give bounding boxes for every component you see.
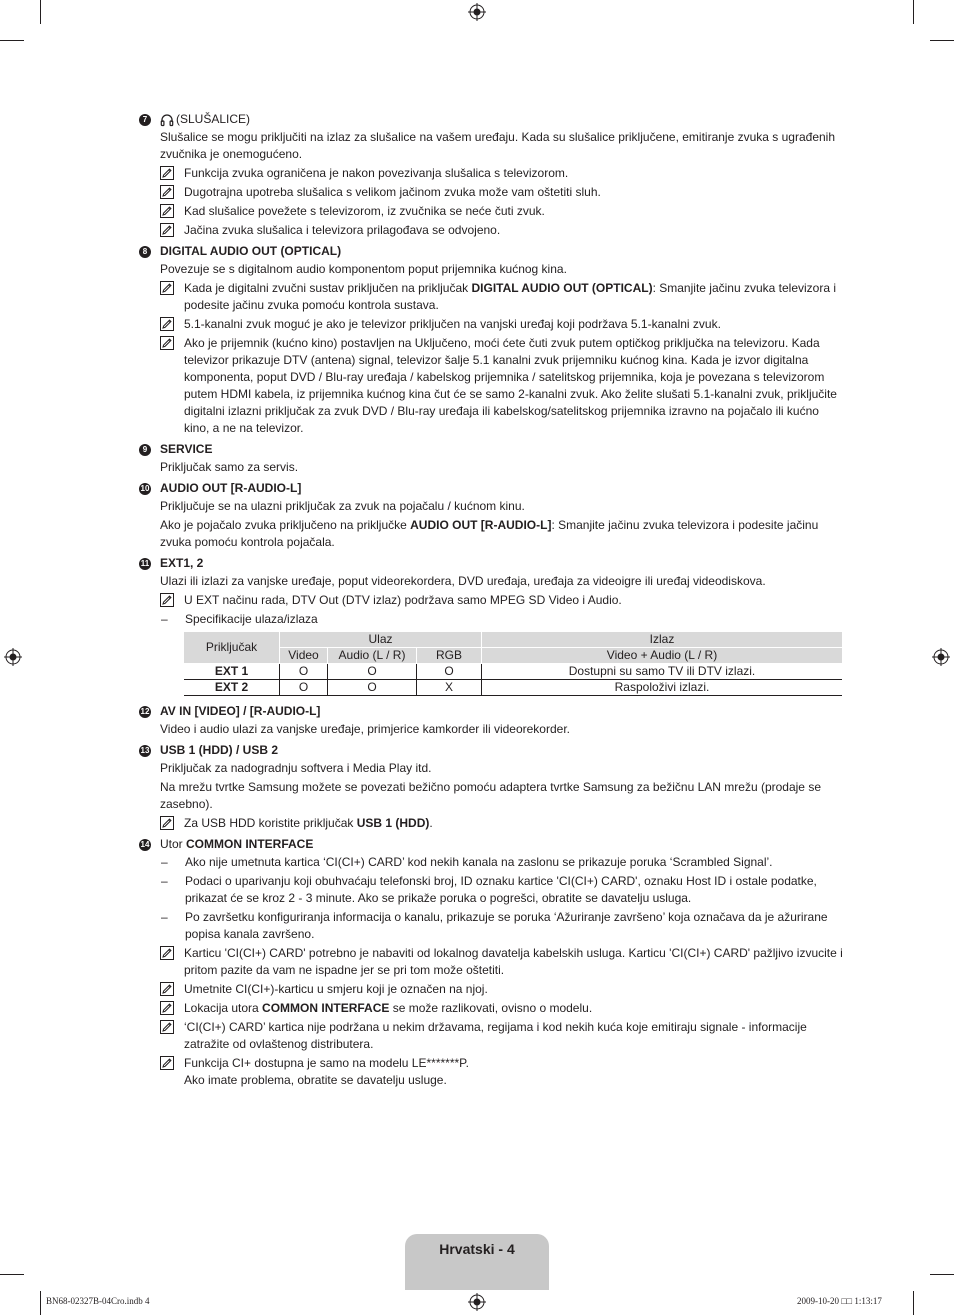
text: Po završetku konfiguriranja informacija o kanalu, prikazuje se poruka ‘Ažuriranje završeno’ koja označava da je ažurirane popisa kanala završeno.: [185, 910, 828, 941]
section-heading: [139, 741, 843, 760]
note-text: [184, 165, 568, 182]
dash-text: [185, 854, 773, 871]
section-number-badge: 9: [139, 444, 151, 456]
registration-mark-icon: [468, 3, 486, 21]
paragraph: [160, 459, 843, 476]
section-heading: [139, 242, 843, 261]
section-title: EXT1, 2: [160, 556, 204, 570]
paragraph: [160, 517, 843, 551]
note-text: [184, 945, 843, 979]
crop-mark: [40, 0, 41, 24]
text-post: .: [429, 816, 433, 830]
section-title: DIGITAL AUDIO OUT (OPTICAL): [160, 244, 342, 258]
note-text: [184, 1055, 469, 1089]
text-bold: AUDIO OUT [R-AUDIO-L]: [410, 518, 552, 532]
section: [139, 554, 843, 696]
paragraph: [160, 129, 843, 163]
note-icon: [160, 1020, 174, 1034]
text: Specifikacije ulaza/izlaza: [185, 612, 318, 626]
note-item: [160, 981, 843, 998]
crop-mark: [913, 1291, 914, 1315]
headphone-icon: [160, 113, 174, 127]
table-cell-out: Dostupni su samo TV ili DTV izlazi.: [482, 664, 843, 680]
note-icon: [160, 223, 174, 237]
text: Ulazi ili izlazi za vanjske uređaje, poput videorekordera, DVD uređaja, uređaja za videoigre ili uređaj videodiskova.: [160, 574, 766, 588]
section: [139, 110, 843, 239]
dash-text: [185, 873, 843, 907]
text: 5.1-kanalni zvuk moguć je ako je televizor priključen na vanjski uređaj koji podržava 5.1-kanalni zvuk.: [184, 317, 721, 331]
note-icon: [160, 204, 174, 218]
table-cell-out: Raspoloživi izlazi.: [482, 680, 843, 696]
section-heading: [139, 835, 843, 854]
note-text: [184, 184, 601, 201]
note-item: [160, 203, 843, 220]
text: Ako nije umetnuta kartica ‘CI(CI+) CARD’ kod nekih kanala na zaslonu se prikazuje poruka ‘Scrambled Signal’.: [185, 855, 773, 869]
text-post: se može razlikovati, ovisno o modelu.: [389, 1001, 593, 1015]
note-text: [184, 222, 500, 239]
note-item: [160, 335, 843, 437]
note-icon: [160, 816, 174, 830]
section-heading: [139, 440, 843, 459]
note-icon: [160, 593, 174, 607]
col-input: Ulaz: [280, 632, 482, 648]
dash-bullet: –: [161, 874, 168, 888]
section-title: AV IN [VIDEO] / [R-AUDIO-L]: [160, 704, 321, 718]
note-icon: [160, 166, 174, 180]
col-connector: Priključak: [184, 632, 280, 664]
text-pre: Ako je pojačalo zvuka priključeno na priključke: [160, 518, 411, 532]
note-item: [160, 280, 843, 314]
text: Slušalice se mogu priključiti na izlaz za slušalice na vašem uređaju. Kada su slušalice priključene, emitiranje zvuka s ugrađenih zvučnika je onemogućeno.: [160, 130, 835, 161]
text: Ako je prijemnik (kućno kino) postavljen na Uključeno, moći ćete čuti zvuk putem optičkog priključka na televizoru. Kada televizor prikazuje DTV (antena) signal, televizor šalje 5.1 kanalni zvuk prijemniku kućnog kina. Kada je izvor digitalna komponenta, poput DVD / Blu-ray uređaja / kabelskog prijemnika / satelitskog prijemnika, koja je povezana s televizorom putem HDMI kabela, iz prijemnika kućnog kina čut će se samo 2-kanalni zvuk. Ako želite slušati 5.1-kanalni zvuk, priključite digitalni izlazni priključak za zvuk DVD / Blu-ray uređaja ili kabelskog/satelitskog prijemnika izravno na pojačalo ili kućno kino, a ne na televizor.: [184, 336, 837, 435]
print-slug-file: BN68-02327B-04Cro.indb 4: [46, 1296, 150, 1306]
text-pre: Lokacija utora: [184, 1001, 263, 1015]
paragraph: [160, 573, 843, 590]
table-row: [184, 680, 842, 696]
note-item: [160, 815, 843, 832]
note-item: [160, 1055, 843, 1089]
section-number-badge: 13: [140, 745, 150, 755]
crop-mark: [913, 0, 914, 24]
manual-content: [139, 110, 843, 1092]
text: Umetnite CI(CI+)-karticu u smjeru koji je označen na njoj.: [184, 982, 488, 996]
col-output-sub: Video + Audio (L / R): [482, 648, 843, 664]
paragraph: [160, 760, 843, 777]
text-pre: Za USB HDD koristite priključak: [184, 816, 357, 830]
text: Podaci o uparivanju koji obuhvaćaju telefonski broj, ID oznaku kartice 'CI(CI+) CARD', oznaku Host ID i ostale podatke, prikazat će se kroz 2 - 3 minute. Ako se prikaže poruka o pogrešci, obratite se davatelju usluga.: [185, 874, 817, 905]
note-text: [184, 203, 545, 220]
table-cell-rgb: X: [417, 680, 482, 696]
table-cell-video: O: [280, 680, 328, 696]
section-heading: [139, 554, 843, 573]
section: [139, 702, 843, 738]
text: Jačina zvuka slušalica i televizora prilagođava se odvojeno.: [184, 223, 501, 237]
paragraph: [160, 498, 843, 515]
section-title: USB 1 (HDD) / USB 2: [160, 743, 279, 757]
dash-item: [160, 909, 843, 943]
col-audio: Audio (L / R): [328, 648, 417, 664]
dash-bullet: –: [161, 855, 168, 869]
dash-bullet: –: [161, 612, 168, 626]
table-header-row: [184, 632, 842, 648]
note-item: [160, 222, 843, 239]
text: Dugotrajna upotreba slušalica s velikom jačinom zvuka može vam oštetiti sluh.: [184, 185, 601, 199]
note-text: [184, 316, 721, 333]
text-post: : Smanjite jačinu zvuka televizora i podesite jačinu zvuka pomoću kontrola pojačala.: [160, 518, 819, 549]
text: Karticu 'CI(CI+) CARD' potrebno je nabaviti od lokalnog davatelja kabelskih usluga. Karticu 'CI(CI+) CARD' pažljivo izvucite i pritom pazite da vam ne ispadne jer se pri tom može oštetiti.: [184, 946, 843, 977]
section-number-badge: 12: [140, 706, 150, 716]
dash-item: [160, 611, 843, 628]
section-heading: [139, 479, 843, 498]
crop-mark: [0, 1274, 24, 1275]
note-icon: [160, 336, 174, 350]
paragraph: [160, 721, 843, 738]
section-number-badge: 7: [139, 114, 151, 126]
col-output: Izlaz: [482, 632, 843, 648]
note-text: [184, 1019, 843, 1053]
note-icon: [160, 1056, 174, 1070]
col-video: Video: [280, 648, 328, 664]
table-cell-name: EXT 2: [184, 680, 280, 696]
note-icon: [160, 185, 174, 199]
table-cell-rgb: O: [417, 664, 482, 680]
note-item: [160, 1000, 843, 1017]
section-title: (SLUŠALICE): [176, 112, 251, 126]
section-number-badge: 8: [139, 246, 151, 258]
table-cell-video: O: [280, 664, 328, 680]
section: [139, 440, 843, 476]
note-text: [184, 280, 843, 314]
text-bold: USB 1 (HDD): [356, 816, 430, 830]
note-text: [184, 815, 433, 832]
table-cell-audio: O: [328, 680, 417, 696]
registration-mark-icon: [932, 648, 950, 666]
dash-item: [160, 854, 843, 871]
note-icon: [160, 946, 174, 960]
spec-table: [184, 632, 842, 696]
note-item: [160, 592, 843, 609]
section-title: SERVICE: [160, 442, 213, 456]
registration-mark-icon: [468, 1293, 486, 1311]
text: U EXT načinu rada, DTV Out (DTV izlaz) podržava samo MPEG SD Video i Audio.: [184, 593, 622, 607]
note-item: [160, 316, 843, 333]
crop-mark: [930, 40, 954, 41]
crop-mark: [40, 1291, 41, 1315]
text-post: : Smanjite jačinu zvuka televizora i podesite jačinu zvuka pomoću kontrola sustava.: [184, 281, 837, 312]
page-number-label: Hrvatski - 4: [439, 1241, 515, 1257]
note-item: [160, 184, 843, 201]
text-bold: COMMON INTERFACE: [262, 1001, 390, 1015]
crop-mark: [930, 1274, 954, 1275]
note-text: [184, 592, 622, 609]
section-heading: [139, 702, 843, 721]
dash-bullet: –: [161, 910, 168, 924]
section-title-prefix: Utor: [160, 837, 187, 851]
registration-mark-icon: [4, 648, 22, 666]
paragraph: [160, 261, 843, 278]
text: Priključuje se na ulazni priključak za zvuk na pojačalu / kućnom kinu.: [160, 499, 525, 513]
crop-mark: [0, 40, 24, 41]
note-icon: [160, 982, 174, 996]
text: ‘CI(CI+) CARD’ kartica nije podržana u nekim državama, regijama i kod nekih kuća koje emitiraju signale - informacije zatražite od ovlaštenog distributera.: [184, 1020, 807, 1051]
table-row: [184, 664, 842, 680]
section-title: AUDIO OUT [R-AUDIO-L]: [160, 481, 302, 495]
section: [139, 242, 843, 437]
dash-item: [160, 873, 843, 907]
text: Priključak samo za servis.: [160, 460, 299, 474]
text: Funkcija zvuka ograničena je nakon povezivanja slušalica s televizorom.: [184, 166, 569, 180]
note-item: [160, 1019, 843, 1053]
section-number-badge: 10: [140, 483, 150, 493]
text: Video i audio ulazi za vanjske uređaje, primjerice kamkorder ili videorekorder.: [160, 722, 570, 736]
note-text: [184, 335, 843, 437]
note-text: [184, 981, 488, 998]
dash-text: [185, 909, 843, 943]
text: Na mrežu tvrtke Samsung možete se povezati bežično pomoću adaptera tvrtke Samsung za bežičnu LAN mrežu (prodaje se zasebno).: [160, 780, 821, 811]
text: Kad slušalice povežete s televizorom, iz zvučnika se neće čuti zvuk.: [184, 204, 545, 218]
section-heading: [139, 110, 843, 129]
text: Povezuje se s digitalnom audio komponentom poput prijemnika kućnog kina.: [160, 262, 567, 276]
text-pre: Kada je digitalni zvučni sustav priključen na priključak: [184, 281, 472, 295]
text-bold: DIGITAL AUDIO OUT (OPTICAL): [471, 281, 653, 295]
table-header-row: [184, 648, 842, 664]
table-cell-audio: O: [328, 664, 417, 680]
col-rgb: RGB: [417, 648, 482, 664]
section: [139, 835, 843, 1089]
text: Priključak za nadogradnju softvera i Media Play itd.: [160, 761, 432, 775]
note-icon: [160, 1001, 174, 1015]
paragraph: [160, 779, 843, 813]
note-item: [160, 165, 843, 182]
note-icon: [160, 317, 174, 331]
note-icon: [160, 281, 174, 295]
note-item: [160, 945, 843, 979]
section-number-badge: 11: [140, 558, 150, 568]
dash-text: [185, 611, 318, 628]
table-cell-name: EXT 1: [184, 664, 280, 680]
text: Funkcija CI+ dostupna je samo na modelu LE*******P. Ako imate problema, obratite se davatelju usluge.: [184, 1056, 469, 1087]
section-title: COMMON INTERFACE: [186, 837, 314, 851]
section-number-badge: 14: [140, 839, 150, 849]
section: [139, 741, 843, 832]
section: [139, 479, 843, 551]
note-text: [184, 1000, 592, 1017]
print-slug-date: 2009-10-20 □□ 1:13:17: [797, 1296, 882, 1306]
